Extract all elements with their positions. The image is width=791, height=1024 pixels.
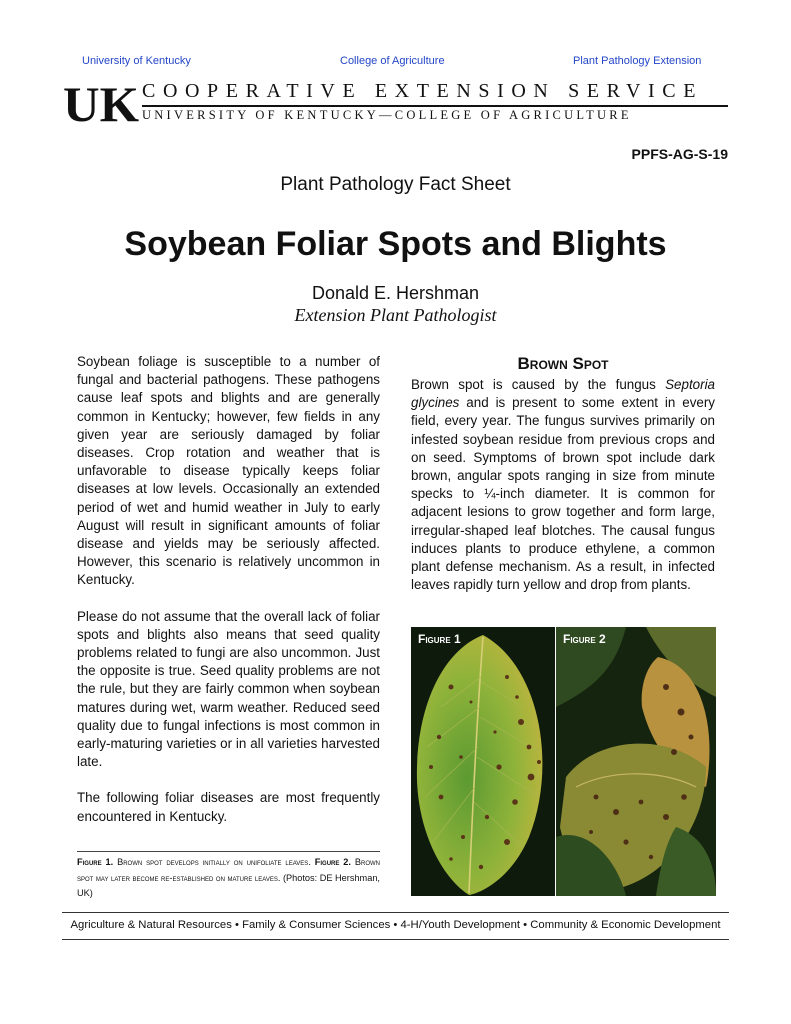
author-name: Donald E. Hershman <box>311 283 480 303</box>
footer-rule-top <box>62 912 729 913</box>
link-university-of-kentucky[interactable]: University of Kentucky <box>82 55 191 67</box>
leaf-mature-illustration <box>556 627 716 896</box>
caption-fig2-text: Brown spot may later become re-established on mature leaves. <box>77 857 380 883</box>
footer-rule-bottom <box>62 939 729 940</box>
intro-paragraph-2: Please do not assume that the overall lack of foliar spots and blights also means that seed quality problems related to fungi are also uncommon. Just the opposite is true. Seed quality problems are not the rule, but they are fairly common when soybean matures during wet, warm weather. Reduced seed quality due to fungal infections is most common in early-maturing varieties or in all varieties harvested late. <box>77 608 380 770</box>
pathogen-name: Septoria glycines <box>411 377 715 411</box>
brown-spot-column <box>411 376 715 594</box>
caption-fig2-label: Figure 2. <box>314 857 351 867</box>
footer-program-areas: Agriculture & Natural Resources • Family & Consumer Sciences • 4-H/Youth Development • Community & Economic Development <box>70 919 721 931</box>
page-title: Soybean Foliar Spots and Blights <box>124 225 667 263</box>
figure-1-photo <box>411 627 555 896</box>
caption-fig1-text: Brown spot develops initially on unifoliate leaves. <box>113 857 315 867</box>
header-rule <box>142 105 728 107</box>
brown-spot-text-1: Brown spot is caused by the fungus <box>411 377 666 392</box>
brown-spot-text-2: and is present to some extent in every field, every year. The fungus survives primarily on infested soybean residue from previous crops and on seed. Symptoms of brown spot include dark brown, angular spots ranging in size from minute specks to ¼-inch diameter. It is common for adjacent lesions to grow together and form large, irregular-shaped leaf blotches. The causal fungus induces plants to produce ethylene, a common plant defense mechanism. As a result, in infected leaves rapidly turn yellow and drop from plants. <box>411 395 715 593</box>
brown-spot-paragraph <box>411 376 715 594</box>
document-code: PPFS-AG-S-19 <box>631 146 728 162</box>
cooperative-extension-service-banner: COOPERATIVE EXTENSION SERVICE <box>142 80 704 102</box>
photo-credit: (Photos: DE Hershman, UK) <box>77 872 380 898</box>
intro-paragraph-1: Soybean foliage is susceptible to a number of fungal and bacterial pathogens. These pathogens cause leaf spots and blights and are generally common in Kentucky; however, few fields in any given year are seriously damaged by foliar diseases. Crop rotation and weather that is unfavorable to disease typically keeps foliar diseases at low levels. Occasionally an extended period of wet and humid weather in July to early August will result in significant amounts of foliar disease and yields may be seriously affected. However, this scenario is relatively uncommon in Kentucky. <box>77 354 380 588</box>
uk-logo <box>63 80 141 124</box>
figure-2-label: Figure 2 <box>563 632 606 646</box>
figure-caption <box>77 855 380 902</box>
intro-paragraph-3: The following foliar diseases are most frequently encountered in Kentucky. <box>77 790 380 824</box>
caption-fig1-label: Figure 1. <box>77 857 114 867</box>
link-college-of-agriculture[interactable]: College of Agriculture <box>340 55 445 67</box>
figure-1-label: Figure 1 <box>418 632 461 646</box>
intro-column <box>77 353 380 844</box>
section-heading-brown-spot: Brown Spot <box>517 354 609 373</box>
svg-text:UK: UK <box>63 80 140 124</box>
link-plant-pathology-extension[interactable]: Plant Pathology Extension <box>573 55 702 67</box>
author-role: Extension Plant Pathologist <box>294 305 497 325</box>
figure-2-photo <box>556 627 716 896</box>
series-title: Plant Pathology Fact Sheet <box>280 174 511 195</box>
leaf-unifoliate-illustration <box>411 627 555 896</box>
caption-rule <box>77 851 380 852</box>
university-college-line: UNIVERSITY OF KENTUCKY—COLLEGE OF AGRICULTURE <box>142 108 632 122</box>
